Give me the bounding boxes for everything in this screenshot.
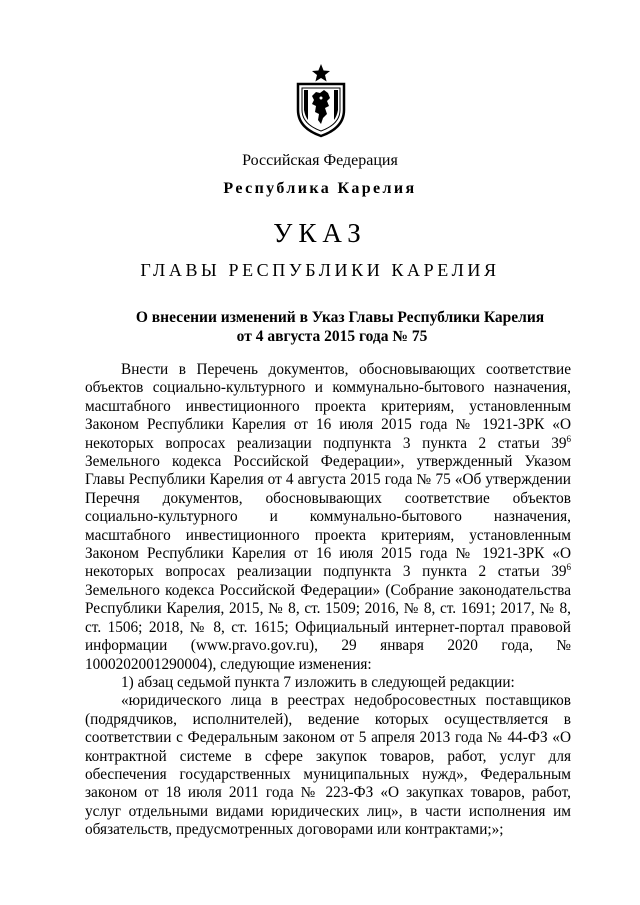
paragraph-quoted-text: «юридического лица в реестрах недобросовестных поставщиков (подрядчиков, исполнителей), ведение которых осуществляется в соответствии с Федеральным законом от 5 апреля 2013 года № 44-ФЗ «О контрактной системе в сфере закупок товаров, работ, услуг для обеспечения государственных муниципальных нужд», Федеральным законом от 18 июля 2011 года № 223-ФЗ «О закупках товаров, работ, услуг отдельными видами юридических лиц», в части исполнения им обязательств, предусмотренных договорами или контрактами;»; xyxy=(85,692,571,839)
karelia-coat-of-arms-icon xyxy=(294,62,348,138)
paragraph-intro-part-2: Земельного кодекса Российской Федерации», утвержденный Указом Главы Республики Карелия от 4 августа 2015 года № 75 «Об утверждении Перечня документов, обосновывающих соответствие объектов социально-культурного и коммунально-бытового назначения, масштабного инвестиционного проекта критериям, установленным Законом Республики Карелия от 16 июля 2015 года № 1921-ЗРК «О некоторых вопросах реализации подпункта 3 пункта 2 статьи 39 xyxy=(85,453,571,581)
paragraph-intro xyxy=(85,361,571,674)
decree-heading: УКАЗ xyxy=(273,218,367,248)
document-title-line-1: О внесении изменений в Указ Главы Республики Карелия xyxy=(135,309,545,326)
paragraph-item-1: 1) абзац седьмой пункта 7 изложить в следующей редакции: xyxy=(121,673,515,691)
superscript-6: 6 xyxy=(566,562,571,573)
superscript-6: 6 xyxy=(566,433,571,444)
republic-name: Республика Карелия xyxy=(223,180,417,197)
document-title-line-2: от 4 августа 2015 года № 75 xyxy=(236,328,428,345)
head-title: ГЛАВЫ РЕСПУБЛИКИ КАРЕЛИЯ xyxy=(140,260,500,280)
document-body xyxy=(85,361,571,840)
paragraph-intro-part-1: Внести в Перечень документов, обосновывающих соответствие объектов социально-культурного и коммунально-бытового назначения, масштабного инвестиционного проекта критериям, установленным Законом Республики Карелия от 16 июля 2015 года № 1921-ЗРК «О некоторых вопросах реализации подпункта 3 пункта 2 статьи 39 xyxy=(85,361,571,452)
country-name: Российская Федерация xyxy=(242,152,398,169)
paragraph-intro-part-3: Земельного кодекса Российской Федерации» (Собрание законодательства Республики Карелия, 2015, № 8, ст. 1509; 2016, № 8, ст. 1691; 2017, № 8, ст. 1506; 2018, № 8, ст. 1615; Официальный интернет-портал правовой информации (www.pravo.gov.ru), 29 января 2020 года, № 1000202001290004), следующие изменения: xyxy=(85,581,571,673)
